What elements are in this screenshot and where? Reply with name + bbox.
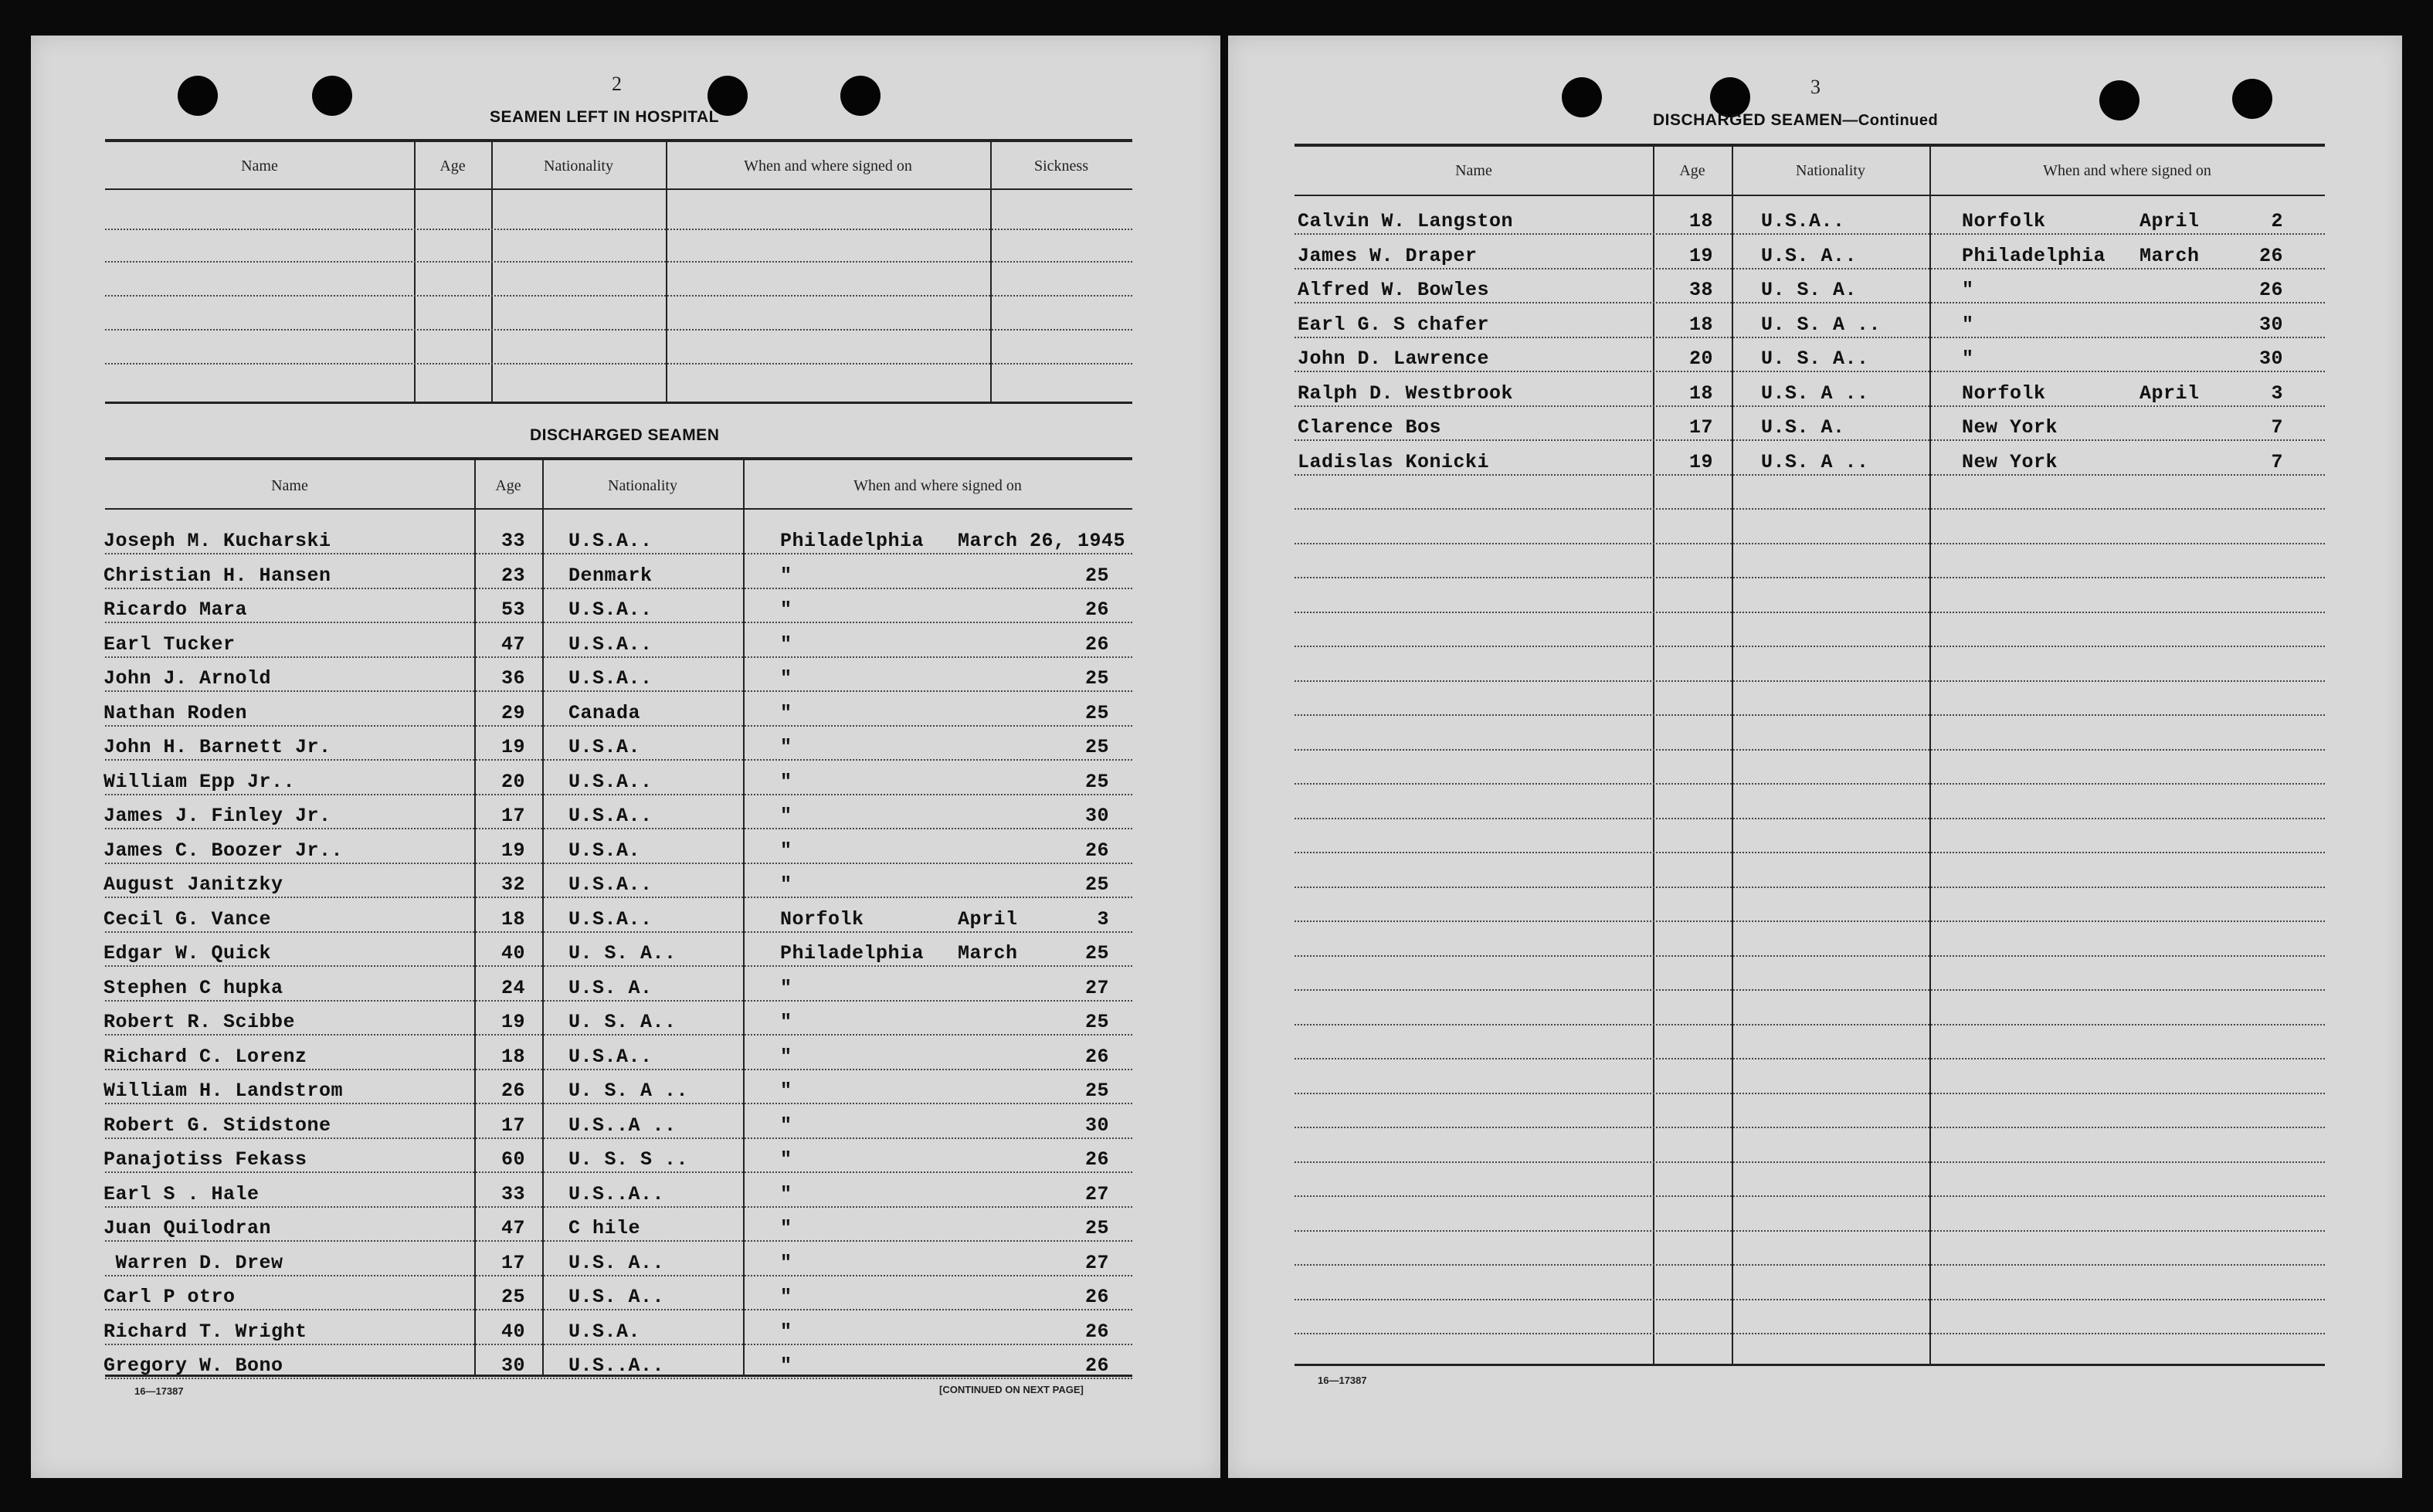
row-line <box>1295 474 2325 476</box>
seaman-age: 33 <box>501 530 525 552</box>
seaman-name: Juan Quilodran <box>103 1217 272 1239</box>
seaman-age: 26 <box>501 1080 525 1102</box>
row-line <box>1295 1264 2325 1266</box>
seaman-age: 17 <box>501 805 525 827</box>
row-line <box>1295 577 2325 578</box>
seaman-nationality: U.S..A .. <box>568 1114 677 1137</box>
signed-on-month: April <box>2139 210 2200 232</box>
form-number: 16—17387 <box>1318 1375 1367 1386</box>
signed-on-place: " <box>780 1320 792 1343</box>
signed-on-place: Norfolk <box>780 907 864 931</box>
seaman-name: John D. Lawrence <box>1298 347 1490 370</box>
seaman-age: 30 <box>501 1354 525 1377</box>
right-page <box>1228 36 2402 1478</box>
row-line <box>105 622 1132 623</box>
row-line <box>1295 1093 2325 1094</box>
seaman-age: 32 <box>501 873 525 896</box>
seaman-nationality: U.S.A.. <box>568 907 653 931</box>
seaman-nationality: Canada <box>568 701 641 724</box>
signed-on-month: March 26, 1945 <box>958 530 1126 552</box>
signed-on-day: 25 <box>1084 1217 1109 1239</box>
column-divider <box>542 459 544 1376</box>
seaman-age: 17 <box>1688 416 1713 439</box>
signed-on-place: " <box>780 1354 792 1377</box>
seaman-age: 29 <box>501 701 525 724</box>
seaman-nationality: U.S.A.. <box>568 805 653 827</box>
signed-on-day: 7 <box>2271 416 2283 439</box>
seaman-nationality: U.S.A. <box>568 839 641 862</box>
signed-on-place: " <box>780 1182 792 1205</box>
seaman-nationality: U.S.A.. <box>568 632 653 656</box>
seaman-nationality: U.S.A. <box>568 736 641 758</box>
table-rule <box>1295 144 2325 147</box>
column-divider <box>743 459 745 1376</box>
punch-hole <box>1562 77 1602 117</box>
signed-on-place: " <box>780 1148 792 1171</box>
signed-on-place: " <box>780 805 792 827</box>
column-header: Name <box>271 477 308 494</box>
punch-hole <box>2099 80 2139 120</box>
row-line <box>1295 955 2325 957</box>
seaman-nationality: U.S. A. <box>568 976 653 999</box>
row-line <box>1295 1230 2325 1232</box>
signed-on-place: New York <box>1962 450 2058 473</box>
seaman-name: Gregory W. Bono <box>103 1354 283 1377</box>
row-line <box>105 229 1132 230</box>
seaman-nationality: U.S.A. <box>568 1320 641 1343</box>
seaman-age: 17 <box>501 1114 525 1137</box>
row-line <box>105 1206 1132 1208</box>
seaman-nationality: C hile <box>568 1217 641 1239</box>
signed-on-place: New York <box>1962 416 2058 439</box>
column-header: When and where signed on <box>853 477 1022 494</box>
signed-on-day: 26 <box>1084 1354 1109 1377</box>
signed-on-day: 27 <box>1084 976 1109 999</box>
signed-on-place: Philadelphia <box>780 942 925 964</box>
row-line <box>105 656 1132 658</box>
column-header: Nationality <box>608 477 677 494</box>
signed-on-month: March <box>2139 244 2200 267</box>
seaman-name: August Janitzky <box>103 873 283 896</box>
punch-hole <box>178 76 218 116</box>
seaman-name: Ricardo Mara <box>103 598 248 621</box>
table-rule <box>105 139 1132 142</box>
row-line <box>1295 1333 2325 1334</box>
row-line <box>1295 852 2325 853</box>
column-header: Nationality <box>1796 162 1865 179</box>
seaman-nationality: U.S. A.. <box>568 1286 665 1308</box>
seaman-nationality: U. S. A.. <box>1761 347 1869 370</box>
signed-on-place: " <box>780 564 792 587</box>
row-line <box>1295 268 2325 270</box>
column-header: Nationality <box>544 158 613 175</box>
seaman-name: Edgar W. Quick <box>103 942 272 964</box>
punch-hole <box>312 76 352 116</box>
signed-on-day: 3 <box>2271 381 2283 405</box>
signed-on-place: " <box>780 1045 792 1068</box>
signed-on-day: 30 <box>2258 313 2283 336</box>
column-header: Age <box>439 158 466 175</box>
signed-on-place: " <box>780 736 792 758</box>
column-header: Name <box>1455 162 1492 179</box>
seaman-name: Joseph M. Kucharski <box>103 530 331 552</box>
signed-on-day: 30 <box>1084 1114 1109 1137</box>
table-rule <box>1295 1364 2325 1366</box>
row-line <box>105 965 1132 967</box>
column-header: Age <box>495 477 521 494</box>
signed-on-day: 2 <box>2271 210 2283 232</box>
row-line <box>105 1344 1132 1345</box>
seaman-nationality: U.S.A.. <box>568 667 653 690</box>
row-line <box>1295 680 2325 682</box>
column-divider <box>1732 145 1733 1365</box>
seaman-name: Stephen C hupka <box>103 976 283 999</box>
seaman-age: 40 <box>501 942 525 964</box>
table-rule <box>1295 195 2325 196</box>
signed-on-day: 26 <box>1084 839 1109 862</box>
signed-on-day: 26 <box>1084 1148 1109 1171</box>
signed-on-day: 25 <box>1084 1080 1109 1102</box>
signed-on-place: " <box>780 976 792 999</box>
column-divider <box>1929 145 1931 1365</box>
seaman-age: 23 <box>501 564 525 587</box>
signed-on-place: " <box>780 1011 792 1033</box>
seaman-name: Nathan Roden <box>103 701 248 724</box>
signed-on-day: 25 <box>1084 667 1109 690</box>
signed-on-place: " <box>1962 347 1974 370</box>
signed-on-place: " <box>780 839 792 862</box>
signed-on-month: April <box>958 907 1018 931</box>
signed-on-place: Norfolk <box>1962 210 2046 232</box>
seaman-nationality: U. S. A .. <box>568 1080 689 1102</box>
seaman-nationality: U.S.A.. <box>568 770 653 793</box>
seaman-name: Ladislas Konicki <box>1298 450 1490 473</box>
seaman-age: 25 <box>501 1286 525 1308</box>
seaman-age: 20 <box>1688 347 1713 370</box>
seaman-name: Robert G. Stidstone <box>103 1114 331 1137</box>
seaman-age: 19 <box>1688 244 1713 267</box>
seaman-name: Warren D. Drew <box>103 1251 283 1274</box>
seaman-nationality: U.S.A.. <box>568 1045 653 1068</box>
row-line <box>105 1034 1132 1036</box>
seaman-name: James J. Finley Jr. <box>103 805 331 827</box>
column-divider <box>474 459 476 1376</box>
row-line <box>105 1000 1132 1002</box>
signed-on-day: 26 <box>1084 1286 1109 1308</box>
table-rule <box>105 508 1132 510</box>
signed-on-day: 25 <box>1084 873 1109 896</box>
table-rule <box>105 402 1132 404</box>
row-line <box>105 1275 1132 1276</box>
seaman-nationality: U.S..A.. <box>568 1182 665 1205</box>
row-line <box>105 759 1132 761</box>
signed-on-place: " <box>780 1251 792 1274</box>
row-line <box>1295 783 2325 785</box>
seaman-nationality: U.S.A.. <box>568 598 653 621</box>
row-line <box>105 1378 1132 1379</box>
seaman-age: 60 <box>501 1148 525 1171</box>
seaman-name: James W. Draper <box>1298 244 1478 267</box>
row-line <box>1295 920 2325 922</box>
row-line <box>105 863 1132 864</box>
seaman-nationality: U.S. A.. <box>1761 244 1858 267</box>
signed-on-place: " <box>1962 279 1974 301</box>
row-line <box>1295 508 2325 510</box>
title-main: DISCHARGED SEAMEN <box>1653 111 1843 129</box>
signed-on-place: " <box>780 1080 792 1102</box>
row-line <box>105 329 1132 331</box>
signed-on-day: 25 <box>1084 1011 1109 1033</box>
seaman-nationality: U.S.A.. <box>568 530 653 552</box>
row-line <box>105 1171 1132 1173</box>
table-rule <box>105 188 1132 190</box>
row-line <box>105 725 1132 727</box>
seaman-age: 33 <box>501 1182 525 1205</box>
seaman-name: Carl P otro <box>103 1286 236 1308</box>
page-number: 3 <box>1810 76 1821 98</box>
row-line <box>1295 1195 2325 1197</box>
discharged-continued-title <box>1653 111 1938 130</box>
seaman-name: Panajotiss Fekass <box>103 1148 307 1171</box>
row-line <box>105 794 1132 795</box>
seaman-name: William Epp Jr.. <box>103 770 296 793</box>
seaman-nationality: U. S. A.. <box>568 942 677 964</box>
hospital-title: SEAMEN LEFT IN HOSPITAL <box>490 108 719 126</box>
seaman-nationality: U. S. S .. <box>568 1148 689 1171</box>
row-line <box>1295 337 2325 338</box>
punch-hole <box>2232 79 2272 119</box>
row-line <box>1295 714 2325 716</box>
seaman-age: 18 <box>1688 313 1713 336</box>
seaman-age: 40 <box>501 1320 525 1343</box>
seaman-nationality: U. S. A. <box>1761 279 1858 301</box>
row-line <box>105 363 1132 364</box>
row-line <box>1295 1024 2325 1026</box>
seaman-nationality: U.S..A.. <box>568 1354 665 1377</box>
row-line <box>1295 439 2325 441</box>
signed-on-place: Philadelphia <box>780 530 925 552</box>
seaman-nationality: U.S. A .. <box>1761 450 1869 473</box>
seaman-age: 17 <box>501 1251 525 1274</box>
signed-on-day: 26 <box>1084 598 1109 621</box>
row-line <box>105 588 1132 589</box>
row-line <box>1295 233 2325 235</box>
seaman-name: John H. Barnett Jr. <box>103 736 331 758</box>
seaman-age: 18 <box>1688 381 1713 405</box>
seaman-age: 47 <box>501 632 525 656</box>
signed-on-place: " <box>780 701 792 724</box>
signed-on-day: 26 <box>2258 279 2283 301</box>
left-page <box>31 36 1220 1478</box>
seaman-name: Clarence Bos <box>1298 416 1442 439</box>
signed-on-month: March <box>958 942 1018 964</box>
column-header: Sickness <box>1034 158 1088 175</box>
column-header: When and where signed on <box>744 158 912 175</box>
row-line <box>105 553 1132 554</box>
column-header: Name <box>241 158 278 175</box>
row-line <box>1295 1299 2325 1300</box>
seaman-name: Earl Tucker <box>103 632 236 656</box>
signed-on-day: 30 <box>1084 805 1109 827</box>
column-header: Age <box>1679 162 1705 179</box>
signed-on-day: 26 <box>2258 244 2283 267</box>
row-line <box>105 1240 1132 1242</box>
row-line <box>105 828 1132 829</box>
seaman-nationality: U.S.A.. <box>568 873 653 896</box>
seaman-nationality: U.S. A.. <box>568 1251 665 1274</box>
row-line <box>1295 612 2325 613</box>
signed-on-day: 25 <box>1084 736 1109 758</box>
signed-on-place: Norfolk <box>1962 381 2046 405</box>
table-rule <box>105 457 1132 460</box>
row-line <box>105 1069 1132 1070</box>
seaman-name: James C. Boozer Jr.. <box>103 839 344 862</box>
page-number: 2 <box>612 73 622 95</box>
row-line <box>1295 989 2325 991</box>
seaman-name: Earl G. S chafer <box>1298 313 1490 336</box>
row-line <box>1295 1161 2325 1163</box>
seaman-age: 18 <box>1688 210 1713 232</box>
signed-on-day: 30 <box>2258 347 2283 370</box>
row-line <box>105 931 1132 933</box>
signed-on-day: 7 <box>2271 450 2283 473</box>
row-line <box>105 1137 1132 1139</box>
signed-on-place: " <box>780 1286 792 1308</box>
signed-on-day: 25 <box>1084 701 1109 724</box>
signed-on-day: 25 <box>1084 564 1109 587</box>
seaman-age: 19 <box>501 736 525 758</box>
row-line <box>105 897 1132 898</box>
seaman-age: 18 <box>501 907 525 931</box>
signed-on-place: Philadelphia <box>1962 244 2106 267</box>
punch-hole <box>840 76 881 116</box>
signed-on-day: 27 <box>1084 1182 1109 1205</box>
seaman-name: William H. Landstrom <box>103 1080 344 1102</box>
row-line <box>1295 749 2325 751</box>
seaman-nationality: U.S. A .. <box>1761 381 1869 405</box>
signed-on-month: April <box>2139 381 2200 405</box>
title-suffix: —Continued <box>1842 112 1939 129</box>
row-line <box>105 690 1132 692</box>
seaman-age: 24 <box>501 976 525 999</box>
row-line <box>105 261 1132 263</box>
seaman-age: 36 <box>501 667 525 690</box>
signed-on-place: " <box>780 770 792 793</box>
seaman-name: Alfred W. Bowles <box>1298 279 1490 301</box>
signed-on-day: 25 <box>1084 942 1109 964</box>
seaman-age: 19 <box>501 1011 525 1033</box>
signed-on-place: " <box>780 667 792 690</box>
seaman-age: 53 <box>501 598 525 621</box>
row-line <box>105 295 1132 297</box>
signed-on-day: 26 <box>1084 1320 1109 1343</box>
discharged-title: DISCHARGED SEAMEN <box>530 426 720 444</box>
signed-on-day: 26 <box>1084 1045 1109 1068</box>
seaman-age: 20 <box>501 770 525 793</box>
row-line <box>1295 818 2325 819</box>
row-line <box>1295 371 2325 372</box>
signed-on-place: " <box>780 1114 792 1137</box>
seaman-name: Ralph D. Westbrook <box>1298 381 1514 405</box>
column-header: When and where signed on <box>2043 162 2211 179</box>
seaman-name: Robert R. Scibbe <box>103 1011 296 1033</box>
seaman-age: 19 <box>1688 450 1713 473</box>
column-divider <box>1653 145 1654 1365</box>
seaman-name: Cecil G. Vance <box>103 907 272 931</box>
row-line <box>1295 543 2325 544</box>
seaman-age: 47 <box>501 1217 525 1239</box>
signed-on-place: " <box>780 632 792 656</box>
signed-on-day: 26 <box>1084 632 1109 656</box>
signed-on-day: 3 <box>1097 907 1109 931</box>
signed-on-place: " <box>780 1217 792 1239</box>
seaman-age: 38 <box>1688 279 1713 301</box>
signed-on-day: 27 <box>1084 1251 1109 1274</box>
seaman-nationality: U. S. A.. <box>568 1011 677 1033</box>
row-line <box>105 1103 1132 1104</box>
continued-note: [CONTINUED ON NEXT PAGE] <box>939 1384 1084 1395</box>
row-line <box>1295 302 2325 303</box>
row-line <box>1295 887 2325 888</box>
row-line <box>1295 646 2325 647</box>
row-line <box>1295 1058 2325 1059</box>
seaman-nationality: U.S.A.. <box>1761 210 1845 232</box>
seaman-name: Calvin W. Langston <box>1298 210 1514 232</box>
seaman-name: Christian H. Hansen <box>103 564 331 587</box>
signed-on-day: 25 <box>1084 770 1109 793</box>
row-line <box>105 1309 1132 1310</box>
seaman-nationality: U.S. A. <box>1761 416 1845 439</box>
seaman-name: Earl S . Hale <box>103 1182 260 1205</box>
seaman-age: 18 <box>501 1045 525 1068</box>
seaman-name: Richard T. Wright <box>103 1320 307 1343</box>
signed-on-place: " <box>780 873 792 896</box>
form-number: 16—17387 <box>134 1385 184 1397</box>
seaman-name: Richard C. Lorenz <box>103 1045 307 1068</box>
seaman-nationality: Denmark <box>568 564 653 587</box>
seaman-nationality: U. S. A .. <box>1761 313 1882 336</box>
row-line <box>1295 1127 2325 1128</box>
row-line <box>1295 405 2325 407</box>
signed-on-place: " <box>1962 313 1974 336</box>
signed-on-place: " <box>780 598 792 621</box>
seaman-age: 19 <box>501 839 525 862</box>
seaman-name: John J. Arnold <box>103 667 272 690</box>
